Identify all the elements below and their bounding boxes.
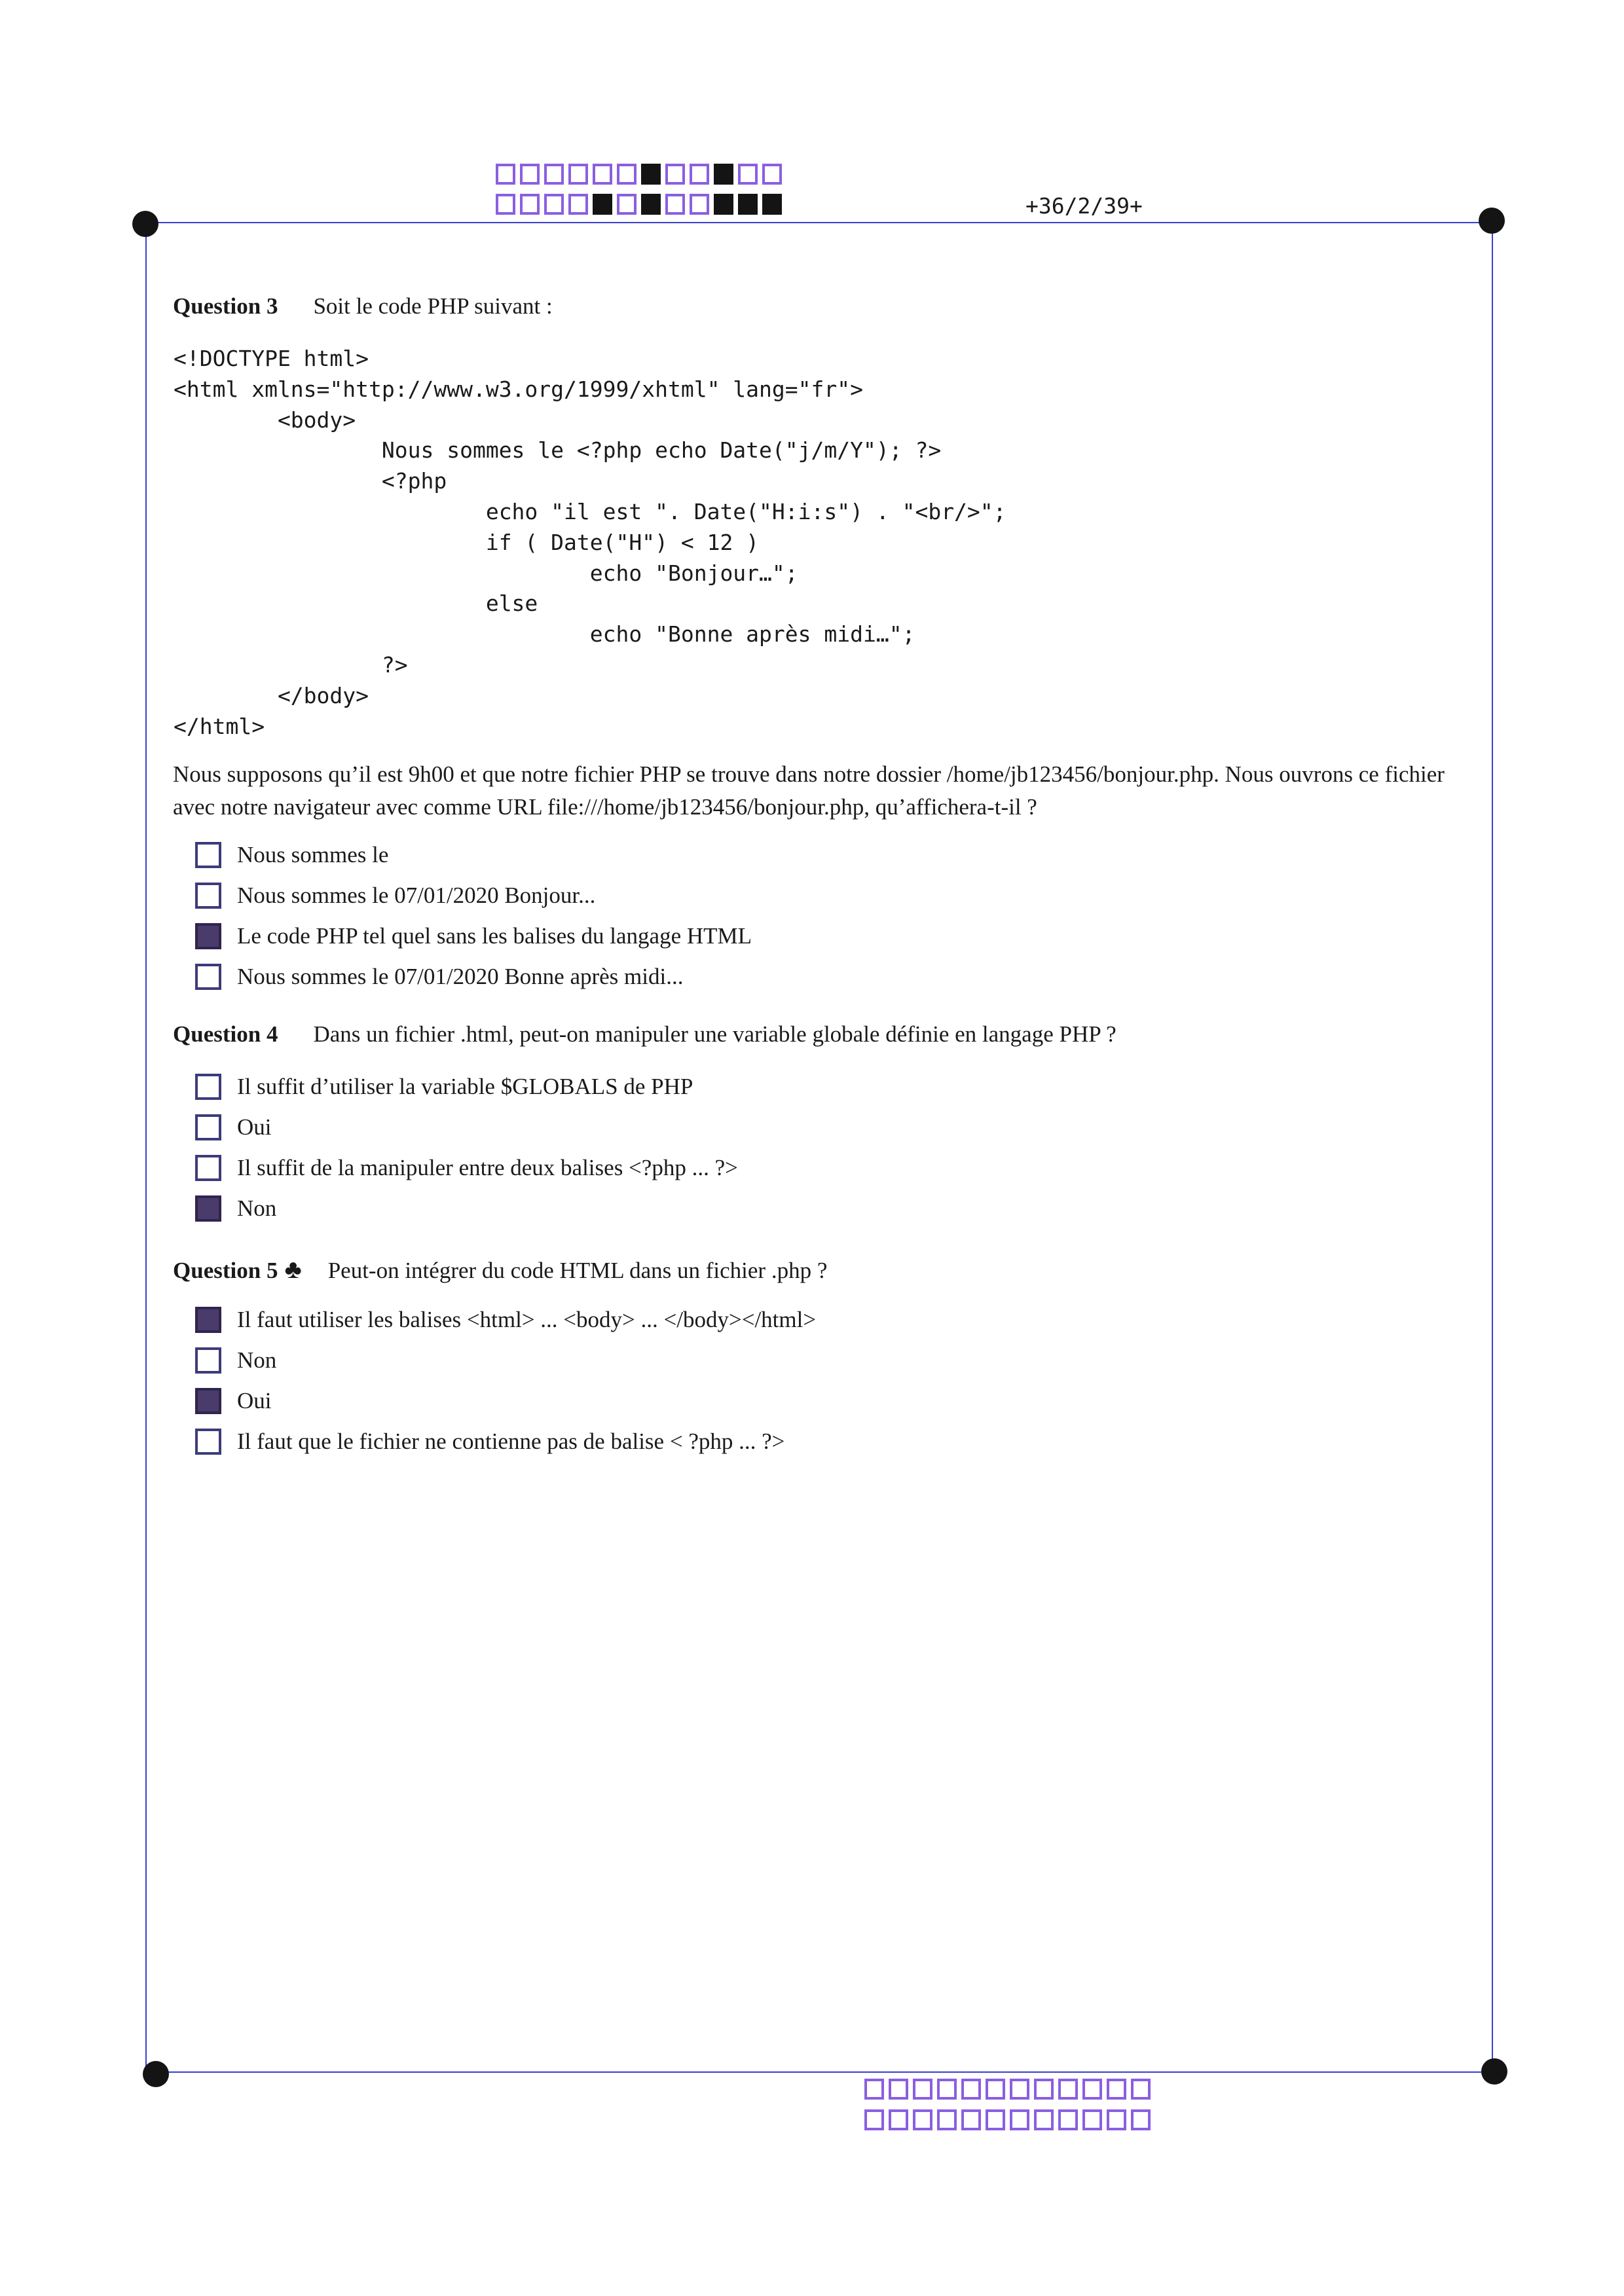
q5-answer-1-text: Il faut utiliser les balises <html> ... <body> ... </body></html>	[237, 1307, 817, 1332]
frame-bottom-line	[157, 2071, 1493, 2073]
corner-mark-top-left	[132, 211, 158, 237]
code-cell	[1107, 2079, 1126, 2100]
q5-answer-4[interactable]	[195, 1425, 784, 1459]
q3-checkbox-2[interactable]	[195, 883, 221, 909]
q5-answer-4-text: Il faut que le fichier ne contienne pas de balise < ?php ... ?>	[237, 1429, 785, 1454]
code-cell	[1058, 2079, 1078, 2100]
q3-checkbox-1[interactable]	[195, 842, 221, 868]
code-cell	[889, 2079, 908, 2100]
q4-checkbox-3[interactable]	[195, 1155, 221, 1181]
q3-answer-2-text: Nous sommes le 07/01/2020 Bonjour...	[237, 883, 596, 908]
q4-answer-4[interactable]	[195, 1192, 276, 1226]
question-3-paragraph: Nous supposons qu’il est 9h00 et que notre fichier PHP se trouve dans notre dossier /home/jb123456/bonjour.php. Nous ouvrons ce fichier avec notre navigateur avec comme URL file:///home/jb123456/bonjour.php, qu’affichera-t-il ?	[173, 761, 1445, 820]
frame-top-line	[145, 222, 1493, 223]
q4-checkbox-1[interactable]	[195, 1074, 221, 1100]
code-cell	[986, 2109, 1005, 2130]
code-cell	[1131, 2079, 1151, 2100]
code-cell	[1082, 2109, 1102, 2130]
code-cell	[690, 164, 709, 185]
code-cell	[617, 194, 637, 215]
code-cell	[714, 164, 733, 185]
q3-answer-1[interactable]	[195, 838, 388, 872]
club-icon: ♣	[284, 1254, 302, 1284]
code-cell	[690, 194, 709, 215]
code-cell	[593, 194, 612, 215]
q4-answer-1[interactable]	[195, 1070, 693, 1104]
q4-answer-1-text: Il suffit d’utiliser la variable $GLOBALS de PHP	[237, 1074, 693, 1099]
q3-answer-3[interactable]	[195, 919, 752, 953]
q3-answer-3-text: Le code PHP tel quel sans les balises du langage HTML	[237, 923, 752, 949]
code-cell	[961, 2109, 981, 2130]
question-5-text: Peut-on intégrer du code HTML dans un fichier .php ?	[327, 1258, 828, 1283]
code-cell	[1010, 2109, 1029, 2130]
code-cell	[1010, 2079, 1029, 2100]
frame-right-line	[1492, 222, 1493, 2073]
q5-answer-3-text: Oui	[237, 1388, 272, 1413]
code-cell	[544, 164, 564, 185]
code-cell	[568, 164, 588, 185]
code-cell	[665, 194, 685, 215]
question-4-label: Question 4	[173, 1021, 278, 1047]
bottom-code-row-2	[864, 2109, 1155, 2130]
code-cell	[889, 2109, 908, 2130]
top-code-row-2	[496, 194, 786, 215]
code-cell	[665, 164, 685, 185]
code-cell	[520, 194, 540, 215]
code-cell	[1131, 2109, 1151, 2130]
code-cell	[913, 2079, 932, 2100]
code-cell	[738, 164, 758, 185]
q3-answer-4-text: Nous sommes le 07/01/2020 Bonne après midi...	[237, 964, 684, 989]
code-cell	[738, 194, 758, 215]
code-cell	[1034, 2109, 1054, 2130]
code-cell	[937, 2109, 957, 2130]
corner-mark-bottom-right	[1481, 2058, 1507, 2085]
code-cell	[937, 2079, 957, 2100]
code-cell	[714, 194, 733, 215]
q4-answer-4-text: Non	[237, 1195, 277, 1221]
code-cell	[568, 194, 588, 215]
code-cell	[544, 194, 564, 215]
code-cell	[641, 194, 661, 215]
code-cell	[913, 2109, 932, 2130]
q4-checkbox-4[interactable]	[195, 1195, 221, 1222]
code-cell	[1058, 2109, 1078, 2130]
q3-checkbox-3[interactable]	[195, 923, 221, 949]
question-4-header	[173, 1021, 1116, 1048]
q5-answer-3[interactable]	[195, 1384, 272, 1418]
php-code-block: <!DOCTYPE html> <html xmlns="http://www.w3.org/1999/xhtml" lang="fr"> <body> Nous sommes le <?php echo Date("j/m/Y"); ?> <?php echo "il est ". Date("H:i:s") . "<br/>"; if ( Date("H") < 12 ) echo "Bonjour…"; else echo "Bonne après midi…"; ?> </body> </html>	[174, 346, 1006, 739]
code-cell	[1082, 2079, 1102, 2100]
code-cell	[1034, 2079, 1054, 2100]
q3-answer-4[interactable]	[195, 960, 683, 994]
code-cell	[593, 164, 612, 185]
page-id: +36/2/39+	[1025, 193, 1143, 219]
code-cell	[617, 164, 637, 185]
q5-checkbox-2[interactable]	[195, 1347, 221, 1374]
top-code-row-1	[496, 164, 786, 185]
code-cell	[641, 164, 661, 185]
corner-mark-top-right	[1479, 208, 1505, 234]
q5-answer-2-text: Non	[237, 1347, 277, 1373]
q5-answer-1[interactable]	[195, 1303, 816, 1337]
q5-checkbox-4[interactable]	[195, 1429, 221, 1455]
q4-answer-3-text: Il suffit de la manipuler entre deux balises <?php ... ?>	[237, 1155, 738, 1180]
frame-left-line	[145, 222, 147, 2073]
q5-checkbox-1[interactable]	[195, 1307, 221, 1333]
corner-mark-bottom-left	[143, 2061, 169, 2087]
code-cell	[864, 2079, 884, 2100]
question-5-header	[173, 1254, 827, 1285]
q4-answer-3[interactable]	[195, 1151, 738, 1185]
q4-answer-2-text: Oui	[237, 1114, 272, 1140]
q3-answer-2[interactable]	[195, 879, 595, 913]
code-cell	[961, 2079, 981, 2100]
code-cell	[864, 2109, 884, 2130]
question-3-text: Soit le code PHP suivant :	[313, 293, 553, 319]
bottom-code-row-1	[864, 2079, 1155, 2100]
code-cell	[762, 164, 782, 185]
question-3-label: Question 3	[173, 293, 278, 319]
code-cell	[1107, 2109, 1126, 2130]
q4-answer-2[interactable]	[195, 1110, 272, 1144]
q5-answer-2[interactable]	[195, 1343, 276, 1377]
q5-checkbox-3[interactable]	[195, 1388, 221, 1414]
code-cell	[496, 194, 515, 215]
code-cell	[520, 164, 540, 185]
q3-checkbox-4[interactable]	[195, 964, 221, 990]
code-cell	[496, 164, 515, 185]
question-3-header	[173, 293, 553, 319]
q3-answer-1-text: Nous sommes le	[237, 842, 389, 867]
q4-checkbox-2[interactable]	[195, 1114, 221, 1140]
code-cell	[762, 194, 782, 215]
code-cell	[986, 2079, 1005, 2100]
question-5-label: Question 5	[173, 1258, 278, 1283]
question-4-text: Dans un fichier .html, peut-on manipuler une variable globale définie en langage PHP ?	[313, 1021, 1116, 1047]
